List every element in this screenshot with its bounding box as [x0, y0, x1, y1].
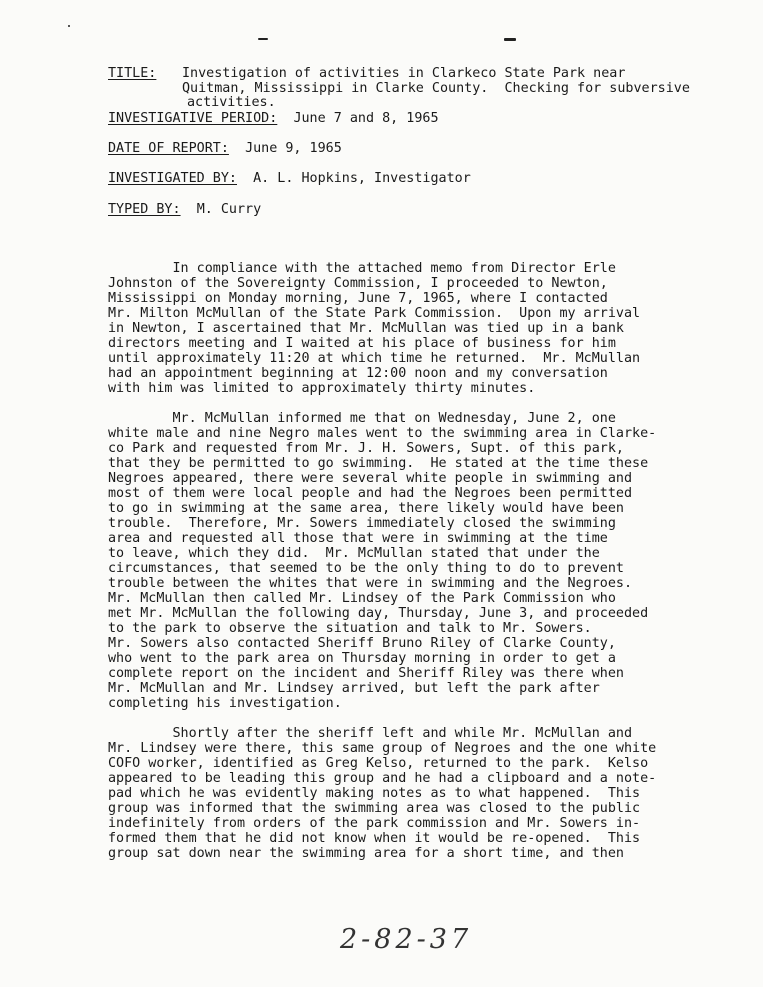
typed-value: M. Curry	[196, 202, 262, 217]
paragraph-2	[108, 411, 748, 711]
title-line-1: Investigation of activities in Clarkeco State Park near	[182, 66, 626, 81]
date-of-report	[108, 141, 342, 156]
text-line: Shortly after the sheriff left and while Mr. McMullan and	[108, 726, 633, 741]
text-line: group was informed that the swimming area was closed to the public	[108, 801, 641, 816]
text-line: co Park and requested from Mr. J. H. Sowers, Supt. of this park,	[108, 441, 624, 456]
text-line: who went to the park area on Thursday morning in order to get a	[108, 651, 616, 666]
text-line: completing his investigation.	[108, 696, 342, 711]
text-line: Mr. McMullan and Mr. Lindsey arrived, but left the park after	[108, 681, 600, 696]
text-line: Negroes appeared, there were several white people in swimming and	[108, 471, 633, 486]
text-line: circumstances, that seemed to be the only thing to do to prevent	[108, 561, 624, 576]
text-line: appeared to be leading this group and he had a clipboard and a note-	[108, 771, 657, 786]
text-line: area and requested all those that were in swimming at the time	[108, 531, 608, 546]
text-line: in Newton, I ascertained that Mr. McMullan was tied up in a bank	[108, 321, 624, 336]
text-line: pad which he was evidently making notes as to what happened. This	[108, 786, 641, 801]
paragraph-1	[108, 261, 748, 396]
text-line: directors meeting and I waited at his place of business for him	[108, 336, 616, 351]
text-line: complete report on the incident and Sheriff Riley was there when	[108, 666, 624, 681]
handwritten-document-number: 2-82-37	[340, 924, 473, 955]
text-line: Mr. McMullan then called Mr. Lindsey of the Park Commission who	[108, 591, 616, 606]
text-line: white male and nine Negro males went to the swimming area in Clarke-	[108, 426, 657, 441]
text-line: had an appointment beginning at 12:00 noon and my conversation	[108, 366, 608, 381]
date-value: June 9, 1965	[245, 141, 342, 156]
scan-speck	[504, 38, 516, 41]
text-line: Mr. Lindsey were there, this same group of Negroes and the one white	[108, 741, 657, 756]
scan-speck	[68, 25, 70, 27]
text-line: indefinitely from orders of the park commission and Mr. Sowers in-	[108, 816, 641, 831]
text-line: formed them that he did not know when it would be re-opened. This	[108, 831, 641, 846]
text-line: Mr. McMullan informed me that on Wednesday, June 2, one	[108, 411, 616, 426]
text-line: to the park to observe the situation and talk to Mr. Sowers.	[108, 621, 592, 636]
typed-label: TYPED BY:	[108, 202, 181, 217]
by-value: A. L. Hopkins, Investigator	[253, 171, 471, 186]
text-line: Mr. Sowers also contacted Sheriff Bruno Riley of Clarke County,	[108, 636, 616, 651]
period-value: June 7 and 8, 1965	[293, 111, 439, 126]
text-line: met Mr. McMullan the following day, Thursday, June 3, and proceeded	[108, 606, 649, 621]
text-line: COFO worker, identified as Greg Kelso, returned to the park. Kelso	[108, 756, 649, 771]
text-line: Mr. Milton McMullan of the State Park Commission. Upon my arrival	[108, 306, 641, 321]
investigated-by	[108, 171, 471, 186]
text-line: Johnston of the Sovereignty Commission, I proceeded to Newton,	[108, 276, 608, 291]
text-line: group sat down near the swimming area for a short time, and then	[108, 846, 624, 861]
by-label: INVESTIGATED BY:	[108, 171, 237, 186]
text-line: trouble. Therefore, Mr. Sowers immediately closed the swimming	[108, 516, 616, 531]
text-line: trouble between the whites that were in swimming and the Negroes.	[108, 576, 633, 591]
text-line: that they be permitted to go swimming. He stated at the time these	[108, 456, 649, 471]
text-line: until approximately 11:20 at which time he returned. Mr. McMullan	[108, 351, 641, 366]
text-line: In compliance with the attached memo from Director Erle	[108, 261, 616, 276]
scan-speck	[258, 38, 268, 40]
paragraph-3	[108, 726, 748, 861]
title-label-text: TITLE:	[108, 66, 157, 81]
date-label: DATE OF REPORT:	[108, 141, 229, 156]
period-label: INVESTIGATIVE PERIOD:	[108, 111, 278, 126]
title-label	[108, 66, 156, 81]
text-line: to leave, which they did. Mr. McMullan stated that under the	[108, 546, 600, 561]
title-line-3: activities.	[187, 95, 276, 110]
typed-by	[108, 202, 261, 217]
investigative-period	[108, 111, 439, 126]
text-line: most of them were local people and had the Negroes been permitted	[108, 486, 633, 501]
text-line: Mississippi on Monday morning, June 7, 1965, where I contacted	[108, 291, 608, 306]
text-line: to go in swimming at the same area, there likely would have been	[108, 501, 624, 516]
text-line: with him was limited to approximately thirty minutes.	[108, 381, 536, 396]
title-line-2: Quitman, Mississippi in Clarke County. Checking for subversive	[182, 81, 690, 96]
